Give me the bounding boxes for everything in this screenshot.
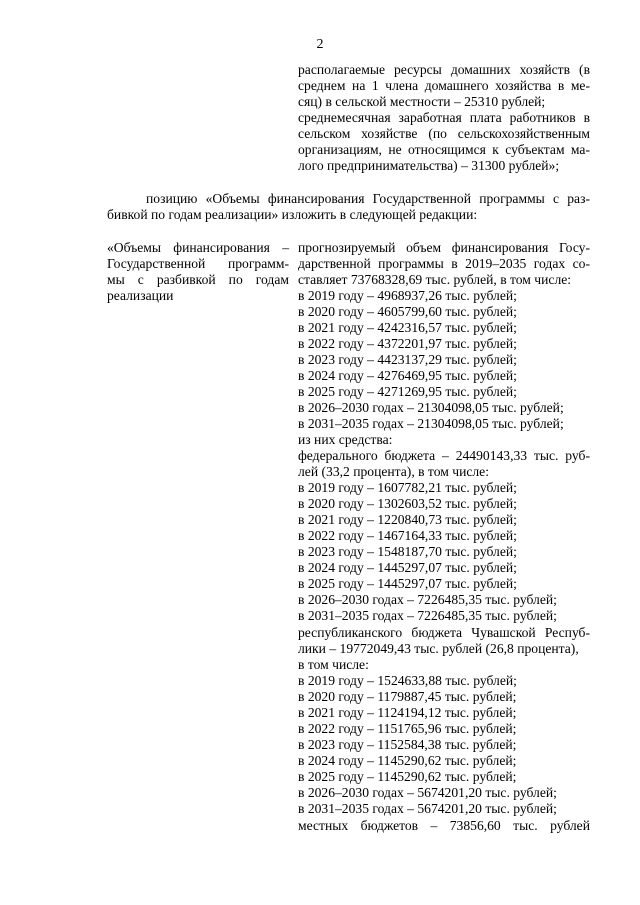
text-line: бивкой по годам реализации» изложить в следующей редакции: bbox=[107, 207, 478, 222]
text-line: в 2026–2030 годах – 7226485,35 тыс. рублей; bbox=[298, 592, 557, 607]
text-line: в том числе: bbox=[298, 657, 369, 672]
text-line: федерального бюджета – 24490143,33 тыс. руб- bbox=[298, 448, 590, 463]
text-line: Государственной программ- bbox=[107, 256, 289, 271]
text-line: местных бюджетов – 73856,60 тыс. рублей bbox=[298, 818, 590, 833]
text-line: из них средства: bbox=[298, 432, 393, 447]
text-line: в 2019 году – 1607782,21 тыс. рублей; bbox=[298, 480, 517, 495]
text-line: позицию «Объемы финансирования Государственной программы с раз- bbox=[146, 191, 590, 206]
text-line: в 2026–2030 годах – 21304098,05 тыс. рублей; bbox=[298, 400, 564, 415]
text-line: в 2024 году – 4276469,95 тыс. рублей; bbox=[298, 368, 517, 383]
text-line: республиканского бюджета Чувашской Респуб- bbox=[298, 625, 590, 640]
text-line: среднемесячная заработная плата работников в bbox=[298, 110, 590, 125]
text-line: ставляет 73768328,69 тыс. рублей, в том числе: bbox=[298, 272, 572, 287]
text-line: в 2031–2035 годах – 21304098,05 тыс. рублей; bbox=[298, 416, 564, 431]
text-line: в 2020 году – 1302603,52 тыс. рублей; bbox=[298, 496, 517, 511]
text-line: в 2020 году – 4605799,60 тыс. рублей; bbox=[298, 304, 517, 319]
text-line: прогнозируемый объем финансирования Госу- bbox=[298, 240, 590, 255]
text-line: реализации bbox=[107, 288, 174, 303]
text-line: в 2025 году – 4271269,95 тыс. рублей; bbox=[298, 384, 517, 399]
text-line: сяц) в сельской местности – 25310 рублей; bbox=[298, 94, 546, 109]
text-line: среднем на 1 члена домашнего хозяйства в ме- bbox=[298, 78, 590, 93]
text-line: в 2023 году – 1548187,70 тыс. рублей; bbox=[298, 544, 517, 559]
text-line: дарственной программы в 2019–2035 годах со- bbox=[298, 256, 590, 271]
text-line: лики – 19772049,43 тыс. рублей (26,8 процента), bbox=[298, 641, 579, 656]
text-line: в 2021 году – 4242316,57 тыс. рублей; bbox=[298, 320, 517, 335]
text-line: в 2021 году – 1124194,12 тыс. рублей; bbox=[298, 705, 517, 720]
text-line: «Объемы финансирования – bbox=[107, 240, 289, 255]
text-line: лей (33,2 процента), в том числе: bbox=[298, 464, 489, 479]
text-line: в 2023 году – 4423137,29 тыс. рублей; bbox=[298, 352, 517, 367]
text-line: в 2024 году – 1445297,07 тыс. рублей; bbox=[298, 560, 517, 575]
page-number: 2 bbox=[316, 37, 324, 52]
text-line: сельском хозяйстве (по сельскохозяйственным bbox=[298, 126, 590, 141]
text-line: в 2031–2035 годах – 5674201,20 тыс. рублей; bbox=[298, 801, 557, 816]
text-line: в 2025 году – 1145290,62 тыс. рублей; bbox=[298, 769, 517, 784]
text-line: мы с разбивкой по годам bbox=[107, 272, 289, 287]
text-line: в 2024 году – 1145290,62 тыс. рублей; bbox=[298, 753, 517, 768]
text-line: в 2022 году – 1467164,33 тыс. рублей; bbox=[298, 528, 517, 543]
text-line: в 2022 году – 1151765,96 тыс. рублей; bbox=[298, 721, 517, 736]
text-line: в 2023 году – 1152584,38 тыс. рублей; bbox=[298, 737, 517, 752]
text-line: в 2019 году – 1524633,88 тыс. рублей; bbox=[298, 673, 517, 688]
text-line: в 2031–2035 годах – 7226485,35 тыс. рублей; bbox=[298, 608, 557, 623]
text-line: лого предпринимательства) – 31300 рублей»; bbox=[298, 158, 560, 173]
text-line: в 2022 году – 4372201,97 тыс. рублей; bbox=[298, 336, 517, 351]
text-line: в 2020 году – 1179887,45 тыс. рублей; bbox=[298, 689, 517, 704]
text-line: в 2019 году – 4968937,26 тыс. рублей; bbox=[298, 288, 517, 303]
text-line: организациям, не относящимся к субъектам ма- bbox=[298, 142, 590, 157]
text-line: в 2021 году – 1220840,73 тыс. рублей; bbox=[298, 512, 517, 527]
text-line: в 2026–2030 годах – 5674201,20 тыс. рублей; bbox=[298, 785, 557, 800]
text-line: в 2025 году – 1445297,07 тыс. рублей; bbox=[298, 576, 517, 591]
text-line: располагаемые ресурсы домашних хозяйств (в bbox=[298, 62, 590, 77]
